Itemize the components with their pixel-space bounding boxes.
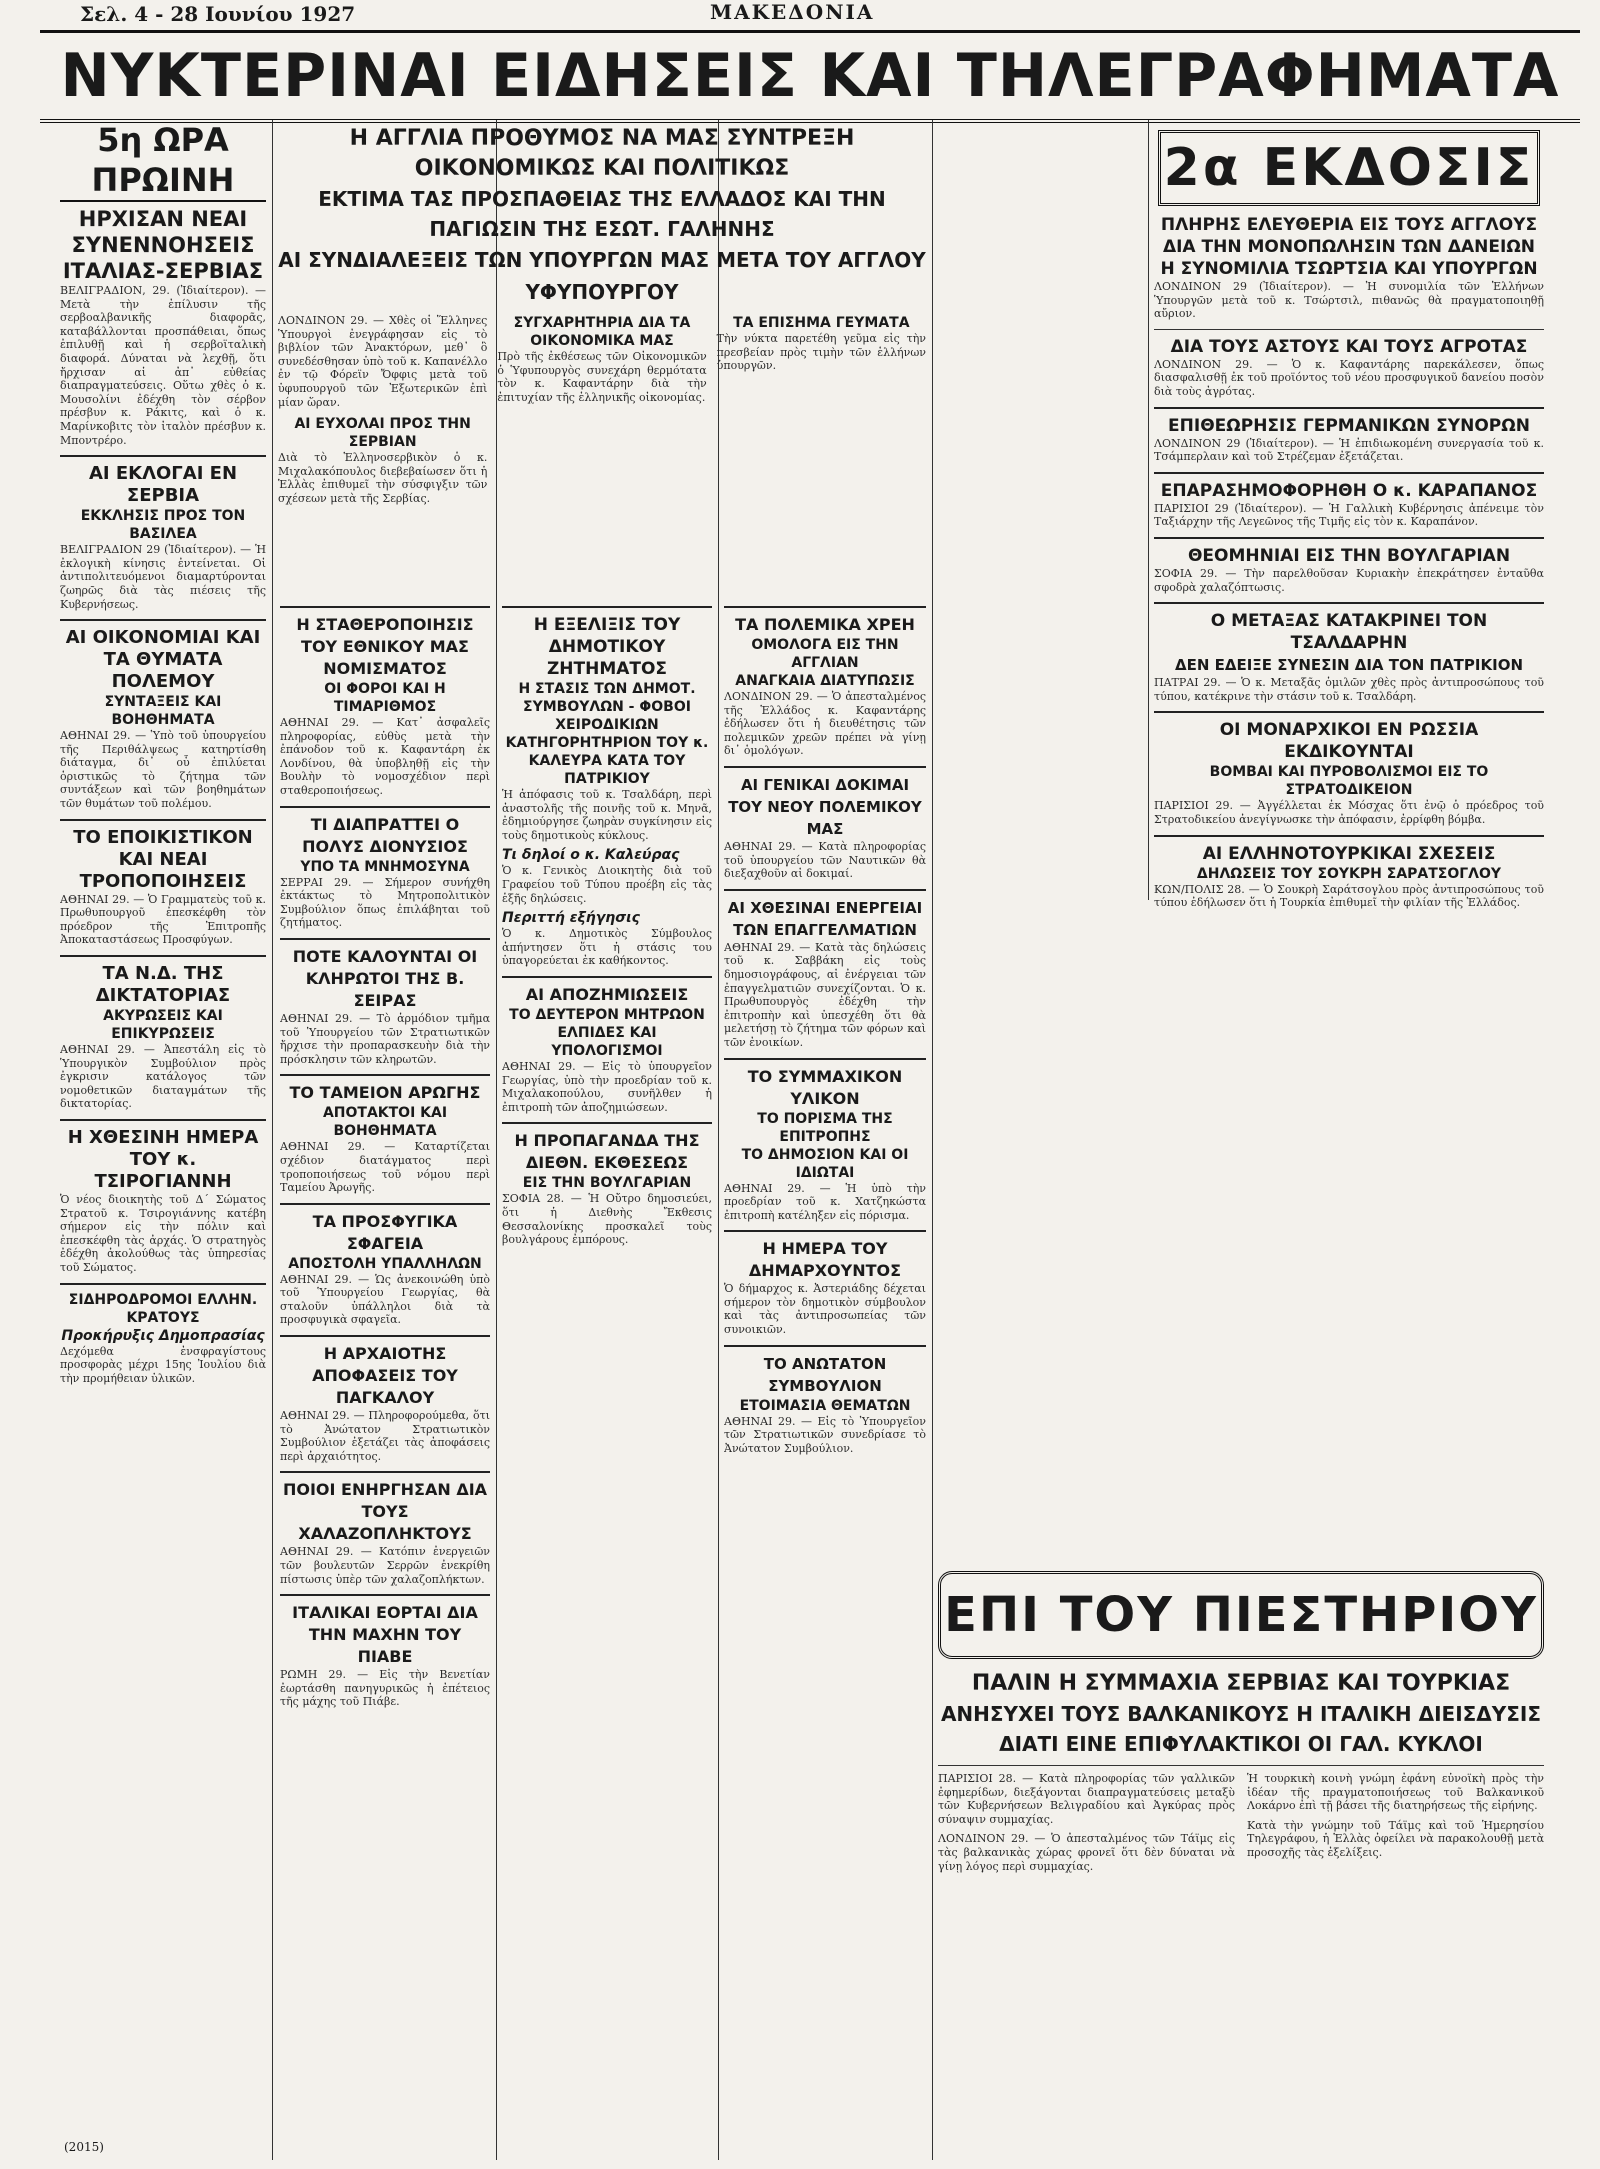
article-body: ΠΑΡΙΣΙΟΙ 29. — Ἀγγέλλεται ἐκ Μόσχας ὅτι ἐνῷ ὁ πρόεδρος τοῦ Στρατοδικείου ἀνεγίγνωσκε τὴν ἀπόφασιν, ἐρρίφθη βόμβα. bbox=[1154, 799, 1544, 826]
article-body: ΚΩΝ/ΠΟΛΙΣ 28. — Ὁ Σουκρὴ Σαράτσογλου πρὸς ἀντιπροσώπους τοῦ τύπου ἐδήλωσεν ὅτι ἡ Τουρκία ἐπιθυμεῖ τὴν φιλίαν τῆς Ἑλλάδος. bbox=[1154, 882, 1544, 910]
divider bbox=[280, 806, 490, 808]
article bbox=[60, 627, 266, 811]
divider bbox=[502, 606, 712, 608]
article-body: ΑΘΗΝΑΙ 29. — Ὑπὸ τοῦ ὑπουργείου τῆς Περιθάλψεως κατηρτίσθη διάταγμα, δι᾿ οὗ ἐπιλύεται ὁριστικῶς τὸ ζήτημα τῶν συντάξεων καὶ τῶν βοηθημάτων τῶν θυμάτων τοῦ πολέμου. bbox=[60, 729, 266, 811]
lead-col-a bbox=[278, 314, 487, 506]
article-body: Ἡ ἀπόφασις τοῦ κ. Τσαλδάρη, περὶ ἀναστολῆς τῆς ποινῆς τοῦ κ. Μηνᾶ, ἐδημιούργησε ζωηρὰν συγκίνησιν εἰς τοὺς δημοτικοὺς κύκλους. bbox=[502, 788, 712, 842]
article-body: ΒΕΛΙΓΡΑΔΙΟΝ 29 (Ἰδιαίτερον). — Ἡ ἐκλογικὴ κίνησις ἐντείνεται. Οἱ ἀντιπολιτευόμενοι διαμαρτύρονται ζωηρῶς διὰ τὰς πιέσεις τῆς Κυβερνήσεως. bbox=[60, 543, 266, 611]
divider bbox=[1154, 537, 1544, 539]
lead-col-c bbox=[717, 314, 926, 506]
divider bbox=[60, 455, 266, 457]
column-rule bbox=[272, 120, 273, 2160]
article-body: ΑΘΗΝΑΙ 29. — Εἰς τὸ ὑπουργεῖον Γεωργίας, ὑπὸ τὴν προεδρίαν τοῦ κ. Μιχαλακοπούλου, συνῆλθεν ἡ ἐπιτροπὴ τῶν ἀποζημιώσεων. bbox=[502, 1059, 712, 1114]
headline: ΗΡΧΙΣΑΝ ΝΕΑΙ ΣΥΝΕΝΝΟΗΣΕΙΣ ΙΤΑΛΙΑΣ-ΣΕΡΒΙΑΣ bbox=[62, 207, 264, 283]
divider bbox=[280, 606, 490, 608]
subheadline: ΚΑΤΗΓΟΡΗΤΗΡΙΟΝ ΤΟΥ κ. ΚΑΛΕΥΡΑ ΚΑΤΑ ΤΟΥ ΠΑΤΡΙΚΙΟΥ bbox=[505, 735, 709, 787]
article bbox=[280, 1082, 490, 1194]
column-rule bbox=[932, 120, 933, 2160]
subheadline: ΤΟ ΠΟΡΙΣΜΑ ΤΗΣ ΕΠΙΤΡΟΠΗΣ bbox=[757, 1110, 893, 1145]
headline: ΑΙ ΕΛΛΗΝΟΤΟΥΡΚΙΚΑΙ ΣΧΕΣΕΙΣ bbox=[1202, 843, 1496, 864]
article-body: ΛΟΝΔΙΝΟΝ 29. — Ὁ ἀπεσταλμένος τῆς Ἑλλάδος κ. Καφαντάρης ἐδήλωσεν ὅτι ἡ διευθέτησις τῶν πολεμικῶν χρεῶν πρέπει νὰ γίνῃ δι᾿ ὁμολόγων. bbox=[724, 690, 926, 758]
lead-columns bbox=[278, 314, 926, 506]
article bbox=[724, 1353, 926, 1456]
divider bbox=[724, 1230, 926, 1232]
divider bbox=[1154, 711, 1544, 713]
article bbox=[724, 897, 926, 1050]
article-body: ΠΑΤΡΑΙ 29. — Ὁ κ. Μεταξᾶς ὁμιλῶν χθὲς πρὸς ἀντιπροσώπους τοῦ τύπου, κατέκρινε τὴν στάσιν τοῦ κ. Τσαλδάρη. bbox=[1154, 676, 1544, 703]
divider bbox=[1154, 472, 1544, 474]
article bbox=[724, 1238, 926, 1336]
headline: Η ΧΘΕΣΙΝΗ ΗΜΕΡΑ ΤΟΥ κ. ΤΣΙΡΟΓΙΑΝΝΗ bbox=[67, 1127, 259, 1192]
article bbox=[724, 614, 926, 758]
subheadline: ΤΑ ΕΠΙΣΗΜΑ ΓΕΥΜΑΤΑ bbox=[733, 315, 910, 331]
subheadline: ΣΥΓΧΑΡΗΤΗΡΙΑ ΔΙΑ ΤΑ ΟΙΚΟΝΟΜΙΚΑ ΜΑΣ bbox=[513, 315, 691, 349]
article-body: ΑΘΗΝΑΙ 29. — Κατὰ τὰς δηλώσεις τοῦ κ. Σαββάκη εἰς τοὺς δημοσιογράφους, αἱ ἐνέργειαι τῶν ἐπαγγελματιῶν συνεχίζονται. Ὁ κ. Πρωθυπουργὸς ἐδέχθη τὴν ἐπιτροπὴν καὶ ὑπεσχέθη ὅτι θὰ μελετήσῃ τὸ ζήτημα τῶν φόρων καὶ τῶν ἐνοικίων. bbox=[724, 940, 926, 1049]
divider bbox=[724, 1058, 926, 1060]
article bbox=[1154, 336, 1544, 399]
top-line bbox=[20, 0, 1580, 30]
lead-headline-2: ΕΚΤΙΜΑ ΤΑΣ ΠΡΟΣΠΑΘΕΙΑΣ ΤΗΣ ΕΛΛΑΔΟΣ ΚΑΙ ΤΗΝ ΠΑΓΙΩΣΙΝ ΤΗΣ ΕΣΩΤ. ΓΑΛΗΝΗΣ bbox=[318, 187, 886, 241]
subheadline: ΣΥΝΤΑΞΕΙΣ ΚΑΙ ΒΟΗΘΗΜΑΤΑ bbox=[104, 694, 222, 729]
lead-story bbox=[278, 124, 926, 594]
headline: Η ΑΡΧΑΙΟΤΗΣ ΑΠΟΦΑΣΕΙΣ ΤΟΥ ΠΑΓΚΑΛΟΥ bbox=[312, 1344, 458, 1408]
lead-headline-1: Η ΑΓΓΛΙΑ ΠΡΟΘΥΜΟΣ ΝΑ ΜΑΣ ΣΥΝΤΡΕΞΗ ΟΙΚΟΝΟΜΙΚΩΣ ΚΑΙ ΠΟΛΙΤΙΚΩΣ bbox=[349, 126, 855, 181]
divider bbox=[724, 606, 926, 608]
ad-number: (2015) bbox=[64, 2140, 104, 2154]
headline: ΔΙΑ ΤΟΥΣ ΑΣΤΟΥΣ ΚΑΙ ΤΟΥΣ ΑΓΡΟΤΑΣ bbox=[1170, 336, 1528, 357]
column-1 bbox=[60, 120, 266, 2140]
article bbox=[60, 1127, 266, 1275]
headline: ΑΙ ΕΚΛΟΓΑΙ ΕΝ ΣΕΡΒΙΑ bbox=[88, 463, 238, 507]
headline: Η ΗΜΕΡΑ ΤΟΥ ΔΗΜΑΡΧΟΥΝΤΟΣ bbox=[748, 1239, 902, 1281]
divider bbox=[502, 1122, 712, 1124]
stop-press-title: ΕΠΙ ΤΟΥ ΠΙΕΣΤΗΡΙΟΥ bbox=[944, 1587, 1538, 1643]
article-body: Ὁ κ. Δημοτικὸς Σύμβουλος ἀπήντησεν ὅτι ἡ στάσις του ὑπαγορεύεται ἐκ καθήκοντος. bbox=[502, 927, 712, 968]
divider bbox=[280, 1594, 490, 1596]
subheadline: ΑΠΟΤΑΚΤΟΙ ΚΑΙ ΒΟΗΘΗΜΑΤΑ bbox=[322, 1105, 448, 1140]
subheadline: ΕΚΚΛΗΣΙΣ ΠΡΟΣ ΤΟΝ ΒΑΣΙΛΕΑ bbox=[80, 508, 246, 543]
lead-headline-3: ΑΙ ΣΥΝΔΙΑΛΕΞΕΙΣ ΤΩΝ ΥΠΟΥΡΓΩΝ ΜΑΣ ΜΕΤΑ ΤΟΥ ΑΓΓΛΟΥ ΥΦΥΠΟΥΡΓΟΥ bbox=[278, 248, 926, 304]
article-body: ΑΘΗΝΑΙ 29. — Καταρτίζεται σχέδιον διατάγματος περὶ τροποποιήσεως τοῦ νόμου περὶ Ταμείου Ἀρωγῆς. bbox=[280, 1140, 490, 1195]
headline: ΤΟ ΣΥΜΜΑΧΙΚΟΝ ΥΛΙΚΟΝ bbox=[747, 1066, 903, 1108]
article bbox=[1154, 415, 1544, 464]
subheadline: ΑΙ ΕΥΧΟΛΑΙ ΠΡΟΣ ΤΗΝ ΣΕΡΒΙΑΝ bbox=[294, 416, 471, 451]
headline: ΟΙ ΜΟΝΑΡΧΙΚΟΙ ΕΝ ΡΩΣΣΙΑ ΕΚΔΙΚΟΥΝΤΑΙ bbox=[1219, 720, 1479, 763]
article-body: ΑΘΗΝΑΙ 29. — Κατὰ πληροφορίας τοῦ ὑπουργείου τῶν Ναυτικῶν θὰ διεξαχθοῦν αἱ δοκιμαί. bbox=[724, 839, 926, 881]
headline: ΤΟ ΕΠΟΙΚΙΣΤΙΚΟΝ ΚΑΙ ΝΕΑΙ ΤΡΟΠΟΠΟΙΗΣΕΙΣ bbox=[73, 826, 253, 892]
divider bbox=[280, 1335, 490, 1337]
article-body: ΑΘΗΝΑΙ 29. — Ἀπεστάλη εἰς τὸ Ὑπουργικὸν Συμβούλιον πρὸς ἐγκρισιν κατάλογος τῶν νομοθετικῶν διαταγμάτων τῆς δικτατορίας. bbox=[60, 1043, 266, 1111]
article bbox=[280, 946, 490, 1066]
masthead-title: ΝΥΚΤΕΡΙΝΑΙ ΕΙΔΗΣΕΙΣ ΚΑΙ ΤΗΛΕΓΡΑΦΗΜΑΤΑ bbox=[60, 41, 1560, 111]
headline: ΤΟ ΑΝΩΤΑΤΟΝ ΣΥΜΒΟΥΛΙΟΝ bbox=[763, 1354, 887, 1395]
stop-press-box bbox=[938, 1571, 1544, 1659]
divider bbox=[1154, 835, 1544, 837]
divider bbox=[280, 1203, 490, 1205]
divider bbox=[938, 1765, 1544, 1766]
subheadline: Τι δηλοί ο κ. Καλεύρας bbox=[502, 847, 680, 864]
divider bbox=[60, 1119, 266, 1121]
lead-col-b bbox=[497, 314, 706, 506]
divider bbox=[1154, 602, 1544, 604]
article-body: Τὴν νύκτα παρετέθη γεῦμα εἰς τὴν πρεσβείαν πρὸς τιμὴν τῶν ἑλλήνων ὑπουργῶν. bbox=[716, 332, 926, 373]
article-body: ΠΑΡΙΣΙΟΙ 29 (Ἰδιαίτερον). — Ἡ Γαλλικὴ Κυβέρνησις ἀπένειμε τὸν Ταξιάρχην τῆς Λεγεῶνος τῆς Τιμῆς εἰς τὸν κ. Καραπάνον. bbox=[1154, 501, 1544, 529]
stop-press-columns bbox=[938, 1772, 1544, 1873]
article-body: ΣΟΦΙΑ 28. — Ἡ Οὔτρο δημοσιεύει, ὅτι ἡ Διεθνὴς Ἔκθεσις Θεσσαλονίκης προσκαλεῖ τοὺς βουλγάρους ἐμπόρους. bbox=[502, 1192, 712, 1247]
headline: ΠΟΤΕ ΚΑΛΟΥΝΤΑΙ ΟΙ ΚΛΗΡΩΤΟΙ ΤΗΣ Β. ΣΕΙΡΑΣ bbox=[292, 946, 478, 1010]
subheadline: Η ΣΤΑΣΙΣ ΤΩΝ ΔΗΜΟΤ. ΣΥΜΒΟΥΛΩΝ - ΦΟΒΟΙ ΧΕΙΡΟΔΙΚΙΩΝ bbox=[518, 681, 696, 733]
subheadline: ΑΝΑΓΚΑΙΑ ΔΙΑΤΥΠΩΣΙΣ bbox=[735, 673, 915, 689]
headline: ΑΙ ΧΘΕΣΙΝΑΙ ΕΝΕΡΓΕΙΑΙ ΤΩΝ ΕΠΑΓΓΕΛΜΑΤΙΩΝ bbox=[727, 898, 923, 939]
divider bbox=[280, 1471, 490, 1473]
article-body: Πρὸ τῆς ἐκθέσεως τῶν Οἰκονομικῶν ὁ Ὑφυπουργὸς συνεχάρη θερμότατα τὸν κ. Καφαντάρην διὰ τὴν ἐπιτυχίαν τῆς ἑλληνικῆς οἰκονομίας. bbox=[497, 350, 707, 404]
divider bbox=[724, 889, 926, 891]
article bbox=[60, 827, 266, 947]
subheadline: ΥΠΟ ΤΑ ΜΝΗΜΟΣΥΝΑ bbox=[300, 858, 470, 875]
article bbox=[60, 963, 266, 1111]
article bbox=[60, 463, 266, 611]
headline: ΘΕΟΜΗΝΙΑΙ ΕΙΣ ΤΗΝ ΒΟΥΛΓΑΡΙΑΝ bbox=[1187, 545, 1511, 566]
divider bbox=[1154, 407, 1544, 409]
headline: ΕΠΙΘΕΩΡΗΣΙΣ ΓΕΡΜΑΝΙΚΩΝ ΣΥΝΟΡΩΝ bbox=[1168, 415, 1530, 436]
article bbox=[1154, 843, 1544, 910]
article bbox=[280, 814, 490, 930]
stop-press-col-a bbox=[938, 1772, 1235, 1873]
article-body: Ὁ νέος διοικητὴς τοῦ Δ΄ Σώματος Στρατοῦ κ. Τσιρογιάννης κατέβη σήμερον εἰς τὴν πόλιν καὶ ἐπεσκέφθη τὰς ἀρχάς. Ὁ στρατηγὸς ἐδέχθη ἀκολούθως τὰς ὑπηρεσίας τοῦ Σώματος. bbox=[60, 1193, 266, 1274]
article bbox=[502, 984, 712, 1114]
subheadline: ΔΙΑΤΙ ΕΙΝΕ ΕΠΙΦΥΛΑΚΤΙΚΟΙ ΟΙ ΓΑΛ. ΚΥΚΛΟΙ bbox=[999, 1732, 1483, 1756]
headline: ΕΠΑΡΑΣΗΜΟΦΟΡΗΘΗ Ο κ. ΚΑΡΑΠΑΝΟΣ bbox=[1160, 480, 1538, 501]
column-5 bbox=[1154, 124, 1544, 1554]
headline: ΙΤΑΛΙΚΑΙ ΕΟΡΤΑΙ ΔΙΑ ΤΗΝ ΜΑΧΗΝ ΤΟΥ ΠΙΑΒΕ bbox=[292, 1603, 478, 1667]
headline: ΣΙΔΗΡΟΔΡΟΜΟΙ ΕΛΛΗΝ. ΚΡΑΤΟΥΣ bbox=[68, 1291, 258, 1326]
early-edition-label: 5η ΩΡΑ ΠΡΩΙΝΗ bbox=[60, 120, 266, 202]
article bbox=[724, 774, 926, 881]
article-body: Ὁ δήμαρχος κ. Ἀστεριάδης δέχεται σήμερον τὸν δημοτικὸν σύμβουλον καὶ τὰς ἀντιπροσωπείας τῶν συνοικιῶν. bbox=[724, 1282, 926, 1337]
divider bbox=[60, 1283, 266, 1285]
article bbox=[1154, 214, 1544, 321]
article-body: ΑΘΗΝΑΙ 29. — Εἰς τὸ Ὑπουργεῖον τῶν Στρατιωτικῶν συνεδρίασε τὸ Ἀνώτατον Συμβούλιον. bbox=[724, 1414, 926, 1455]
subheadline: ΑΠΟΣΤΟΛΗ ΥΠΑΛΛΗΛΩΝ bbox=[288, 1255, 482, 1272]
headline: Η ΕΞΕΛΙΞΙΣ ΤΟΥ ΔΗΜΟΤΙΚΟΥ ΖΗΤΗΜΑΤΟΣ bbox=[533, 615, 681, 679]
subheadline: ΔΕΝ ΕΔΕΙΞΕ ΣΥΝΕΣΙΝ ΔΙΑ ΤΟΝ ΠΑΤΡΙΚΙΟΝ bbox=[1174, 656, 1524, 675]
headline: ΑΙ ΟΙΚΟΝΟΜΙΑΙ ΚΑΙ ΤΑ ΘΥΜΑΤΑ ΠΟΛΕΜΟΥ bbox=[65, 627, 261, 693]
divider bbox=[60, 819, 266, 821]
article-body: ΑΘΗΝΑΙ 29. — Πληροφορούμεθα, ὅτι τὸ Ἀνώτατον Στρατιωτικὸν Συμβούλιον ἐξετάζει τὰς ἀποφάσεις περὶ ἀρχαιότητος. bbox=[280, 1409, 490, 1463]
subheadline: ΤΟ ΔΕΥΤΕΡΟΝ ΜΗΤΡΩΟΝ bbox=[509, 1006, 705, 1023]
article bbox=[1154, 480, 1544, 529]
divider bbox=[280, 1074, 490, 1076]
article bbox=[280, 1479, 490, 1586]
subheadline: Περιττή εξήγησις bbox=[502, 910, 640, 927]
article bbox=[280, 1343, 490, 1463]
article-body: Δεχόμεθα ἐνσφραγίστους προσφορὰς μέχρι 15ης Ἰουλίου διὰ τὴν προμήθειαν ὑλικῶν. bbox=[60, 1344, 266, 1385]
headline: Η ΣΤΑΘΕΡΟΠΟΙΗΣΙΣ ΤΟΥ ΕΘΝΙΚΟΥ ΜΑΣ ΝΟΜΙΣΜΑΤΟΣ bbox=[296, 615, 474, 678]
subheadline: ΟΙ ΦΟΡΟΙ ΚΑΙ Η ΤΙΜΑΡΙΘΜΟΣ bbox=[324, 681, 446, 715]
subheadline: ΕΛΠΙΔΕΣ ΚΑΙ ΥΠΟΛΟΓΙΣΜΟΙ bbox=[551, 1024, 663, 1059]
headline: ΤΑ ΠΟΛΕΜΙΚΑ ΧΡΕΗ bbox=[735, 615, 915, 634]
divider bbox=[724, 766, 926, 768]
headline: ΑΙ ΓΕΝΙΚΑΙ ΔΟΚΙΜΑΙ ΤΟΥ ΝΕΟΥ ΠΟΛΕΜΙΚΟΥ ΜΑΣ bbox=[728, 775, 922, 838]
subheadline: ΕΙΣ ΤΗΝ ΒΟΥΛΓΑΡΙΑΝ bbox=[522, 1175, 692, 1192]
column-4 bbox=[724, 600, 926, 2160]
article-body: ΛΟΝΔΙΝΟΝ 29. — Ὁ κ. Καφαντάρης παρεκάλεσεν, ὅπως διασφαλισθῇ ἐκ τοῦ προϊόντος τοῦ νέου προσφυγικοῦ δανείου ποσὸν διὰ τοὺς ἀγρότας. bbox=[1154, 357, 1544, 398]
headline: ΤΑ ΠΡΟΣΦΥΓΙΚΑ ΣΦΑΓΕΙΑ bbox=[312, 1211, 458, 1253]
subheadline: ΔΗΛΩΣΕΙΣ ΤΟΥ ΣΟΥΚΡΗ ΣΑΡΑΤΣΟΓΛΟΥ bbox=[1196, 865, 1502, 882]
article bbox=[280, 1602, 490, 1709]
article bbox=[1154, 610, 1544, 703]
article-body: ΛΟΝΔΙΝΟΝ 29 (Ἰδιαίτερον). — Ἡ ἐπιδιωκομένη συνεργασία τοῦ κ. Τσάμπερλαιν καὶ τοῦ Στρέζεμαν ἐξετάζεται. bbox=[1154, 436, 1544, 464]
article bbox=[502, 1130, 712, 1246]
subheadline: ΟΜΟΛΟΓΑ ΕΙΣ ΤΗΝ ΑΓΓΛΙΑΝ bbox=[751, 637, 899, 671]
headline: ΤΙ ΔΙΑΠΡΑΤΤΕΙ Ο ΠΟΛΥΣ ΔΙΟΝΥΣΙΟΣ bbox=[302, 814, 468, 856]
article-body: ΑΘΗΝΑΙ 29. — Κατόπιν ἐνεργειῶν τῶν βουλευτῶν Σερρῶν ἐνεκρίθη πίστωσις ὑπὲρ τῶν χαλαζοπλήκτων. bbox=[280, 1545, 490, 1586]
subheadline: ΑΝΗΣΥΧΕΙ ΤΟΥΣ ΒΑΛΚΑΝΙΚΟΥΣ Η ΙΤΑΛΙΚΗ ΔΙΕΙΣΔΥΣΙΣ bbox=[940, 1702, 1542, 1726]
second-edition-box bbox=[1158, 130, 1540, 206]
article bbox=[502, 614, 712, 968]
article-body: ΑΘΗΝΑΙ 29. — Ἡ ὑπὸ τὴν προεδρίαν τοῦ κ. Χατζηκώστα ἐπιτροπὴ κατέληξεν εἰς πόρισμα. bbox=[724, 1181, 926, 1222]
article-body: ΑΘΗΝΑΙ 29. — Ὁ Γραμματεὺς τοῦ κ. Πρωθυπουργοῦ ἐπεσκέφθη τὸν πρόεδρον τῆς Ἐπιτροπῆς Ἀποκαταστάσεως Προσφύγων. bbox=[60, 892, 266, 947]
article bbox=[1154, 719, 1544, 826]
column-2 bbox=[280, 600, 490, 2160]
headline: ΤΑ Ν.Δ. ΤΗΣ ΔΙΚΤΑΤΟΡΙΑΣ bbox=[95, 963, 231, 1007]
headline: ΠΟΙΟΙ ΕΝΗΡΓΗΣΑΝ ΔΙΑ ΤΟΥΣ ΧΑΛΑΖΟΠΛΗΚΤΟΥΣ bbox=[282, 1480, 488, 1544]
article bbox=[1154, 545, 1544, 594]
divider bbox=[502, 976, 712, 978]
divider bbox=[1154, 329, 1544, 330]
headline: Ο ΜΕΤΑΞΑΣ ΚΑΤΑΚΡΙΝΕΙ ΤΟΝ ΤΣΑΛΔΑΡΗΝ bbox=[1210, 611, 1488, 654]
subheadline: ΤΟ ΔΗΜΟΣΙΟΝ ΚΑΙ ΟΙ ΙΔΙΩΤΑΙ bbox=[741, 1146, 909, 1181]
second-edition-label: 2α ΕΚΔΟΣΙΣ bbox=[1163, 138, 1535, 198]
article bbox=[280, 1211, 490, 1327]
article-body: Ὁ κ. Γενικὸς Διοικητὴς διὰ τοῦ Γραφείου τοῦ Τύπου προέβη εἰς τὰς ἑξῆς δηλώσεις. bbox=[502, 864, 712, 905]
article-body: ΣΟΦΙΑ 29. — Τὴν παρελθοῦσαν Κυριακὴν ἐπεκράτησεν ἐνταῦθα σφοδρὰ χαλαζόπτωσις. bbox=[1154, 566, 1544, 594]
headline: Η ΠΡΟΠΑΓΑΝΔΑ ΤΗΣ ΔΙΕΘΝ. ΕΚΘΕΣΕΩΣ bbox=[514, 1131, 700, 1173]
divider bbox=[724, 1345, 926, 1347]
divider bbox=[60, 955, 266, 957]
subheadline: Προκήρυξις Δημοπρασίας bbox=[61, 1327, 265, 1344]
divider bbox=[280, 938, 490, 940]
masthead bbox=[40, 30, 1580, 123]
article-body: ΠΑΡΙΣΙΟΙ 28. — Κατὰ πληροφορίας τῶν γαλλικῶν ἐφημερίδων, διεξάγονται διαπραγματεύσεις μεταξὺ τῶν Κυβερνήσεων Βελιγραδίου καὶ Ἀγκύρας πρὸς σύναψιν συμμαχίας. bbox=[938, 1772, 1235, 1826]
article-body: Κατὰ τὴν γνώμην τοῦ Τάϊμς καὶ τοῦ Ἡμερησίου Τηλεγράφου, ἡ Ἑλλὰς ὀφείλει νὰ παρακολουθῇ μετὰ προσοχῆς τὰς ἐξελίξεις. bbox=[1247, 1818, 1544, 1859]
headline: ΤΟ ΤΑΜΕΙΟΝ ΑΡΩΓΗΣ bbox=[289, 1083, 481, 1103]
article-body: ΛΟΝΔΙΝΟΝ 29. — Ὁ ἀπεσταλμένος τῶν Τάϊμς εἰς τὰς βαλκανικὰς χώρας φρονεῖ ὅτι δὲν δύναται νὰ γίνῃ λόγος περὶ συμμαχίας. bbox=[938, 1832, 1235, 1873]
column-3 bbox=[502, 600, 712, 2160]
paper-name: ΜΑΚΕΔΟΝΙΑ bbox=[710, 0, 875, 24]
subheadline: ΑΚΥΡΩΣΕΙΣ ΚΑΙ ΕΠΙΚΥΡΩΣΕΙΣ bbox=[103, 1008, 223, 1043]
date-line: Σελ. 4 - 28 Ιουνίου 1927 bbox=[80, 2, 356, 26]
article-body: ΛΟΝΔΙΝΟΝ 29. — Χθὲς οἱ Ἕλληνες Ὑπουργοὶ ἐνεγράφησαν εἰς τὸ βιβλίον τῶν Ἀνακτόρων, μεθ᾿ ὃ συνεδέσθησαν ὑπὸ τοῦ κ. Καπανέλλο ἐν τῷ Φόρεϊν Ὄφφις μετὰ τοῦ ὑφυπουργοῦ τῶν Ἐξωτερικῶν ἐπὶ μίαν ὥραν. bbox=[278, 314, 488, 409]
article-body: ΡΩΜΗ 29. — Εἰς τὴν Βενετίαν ἐωρτάσθη πανηγυρικῶς ἡ ἐπέτειος τῆς μάχης τοῦ Πιάβε. bbox=[280, 1668, 490, 1709]
article-body: Διὰ τὸ Ἑλληνοσερβικὸν ὁ κ. Μιχαλακόπουλος διεβεβαίωσεν ὅτι ἡ Ἑλλὰς ἐπιθυμεῖ τὴν σύσφιγξιν τῶν σχέσεων μετὰ τῆς Σερβίας. bbox=[278, 451, 488, 505]
subheadline: ΕΤΟΙΜΑΣΙΑ ΘΕΜΑΤΩΝ bbox=[739, 1397, 911, 1414]
subheadline: ΒΟΜΒΑΙ ΚΑΙ ΠΥΡΟΒΟΛΙΣΜΟΙ ΕΙΣ ΤΟ ΣΤΡΑΤΟΔΙΚΕΙΟΝ bbox=[1209, 764, 1489, 799]
article-body: Ἡ τουρκικὴ κοινὴ γνώμη ἐφάνη εὐνοϊκὴ πρὸς τὴν ἰδέαν τῆς πραγματοποιήσεως τοῦ Βαλκανικοῦ Λοκάρνο ἐπὶ τῇ βάσει τῆς διατηρήσεως τῆς εἰρήνης. bbox=[1247, 1772, 1544, 1813]
article-body: ΑΘΗΝΑΙ 29. — Ὡς ἀνεκοινώθη ὑπὸ τοῦ Ὑπουργείου Γεωργίας, θὰ σταλοῦν ὑπάλληλοι διὰ τὰ προσφυγικὰ σφαγεῖα. bbox=[280, 1272, 490, 1327]
stop-press-col-b bbox=[1247, 1772, 1544, 1873]
headline: ΠΑΛΙΝ Η ΣΥΜΜΑΧΙΑ ΣΕΡΒΙΑΣ ΚΑΙ ΤΟΥΡΚΙΑΣ bbox=[971, 1671, 1511, 1696]
advertisement bbox=[60, 1291, 266, 1386]
article bbox=[60, 206, 266, 447]
article bbox=[724, 1066, 926, 1223]
article bbox=[280, 614, 490, 798]
article-body: ΑΘΗΝΑΙ 29. — Τὸ ἁρμόδιον τμῆμα τοῦ Ὑπουργείου τῶν Στρατιωτικῶν ἤρχισε τὴν προπαρασκευὴν διὰ τὴν πρόσκλησιν τῶν κληρωτῶν. bbox=[280, 1011, 490, 1066]
headline: ΠΛΗΡΗΣ ΕΛΕΥΘΕΡΙΑ ΕΙΣ ΤΟΥΣ ΑΓΓΛΟΥΣ ΔΙΑ ΤΗΝ ΜΟΝΟΠΩΛΗΣΙΝ ΤΩΝ ΔΑΝΕΙΩΝ bbox=[1160, 215, 1538, 257]
divider bbox=[60, 619, 266, 621]
article-body: ΒΕΛΙΓΡΑΔΙΟΝ, 29. (Ἰδιαίτερον). — Μετὰ τὴν ἐπίλυσιν τῆς σερβοαλβανικῆς διαφορᾶς, καταβάλλονται προσπάθειαι, ὅπως ἐπιλυθῇ καὶ ἡ σερβοϊταλικὴ διαφορά. Δύναται νὰ λεχθῇ, ὅτι ἤρχισαν αἱ ἀπ᾿ εὐθείας διαπραγματεύσεις. Οὕτω χθὲς ὁ κ. Μουσολίνι ἐδέχθη τὸν σέρβον πρέσβυν κ. Ράκιτς, καὶ ὁ κ. Μαρίνκοβιτς τὸν ἰταλὸν πρέσβυν κ. Μποντρέρο. bbox=[60, 284, 266, 447]
column-rule bbox=[1148, 120, 1149, 900]
stop-press-section bbox=[938, 1565, 1544, 2155]
article-body: ΑΘΗΝΑΙ 29. — Κατ᾿ ἀσφαλεῖς πληροφορίας, εὐθὺς μετὰ τὴν ἐπάνοδον τοῦ κ. Καφαντάρη ἐκ Λονδίνου, θὰ ὑποβληθῇ εἰς τὴν Βουλὴν τὸ νομοσχέδιον περὶ σταθεροποιήσεως. bbox=[280, 716, 490, 797]
subheadline: Η ΣΥΝΟΜΙΛΙΑ ΤΣΩΡΤΣΙΑ ΚΑΙ ΥΠΟΥΡΓΩΝ bbox=[1160, 259, 1538, 279]
article-body: ΛΟΝΔΙΝΟΝ 29 (Ἰδιαίτερον). — Ἡ συνομιλία τῶν Ἑλλήνων Ὑπουργῶν μετὰ τοῦ κ. Τσώρτσιλ, πιθανῶς θὰ πραγματοποιηθῇ αὔριον. bbox=[1154, 280, 1544, 321]
headline: ΑΙ ΑΠΟΖΗΜΙΩΣΕΙΣ bbox=[525, 984, 689, 1004]
article-body: ΣΕΡΡΑΙ 29. — Σήμερον συνήχθη ἐκτάκτως τὸ Μητροπολιτικὸν Συμβούλιον ὅπως ἐπιλάβηται τοῦ ζητήματος. bbox=[280, 875, 490, 930]
